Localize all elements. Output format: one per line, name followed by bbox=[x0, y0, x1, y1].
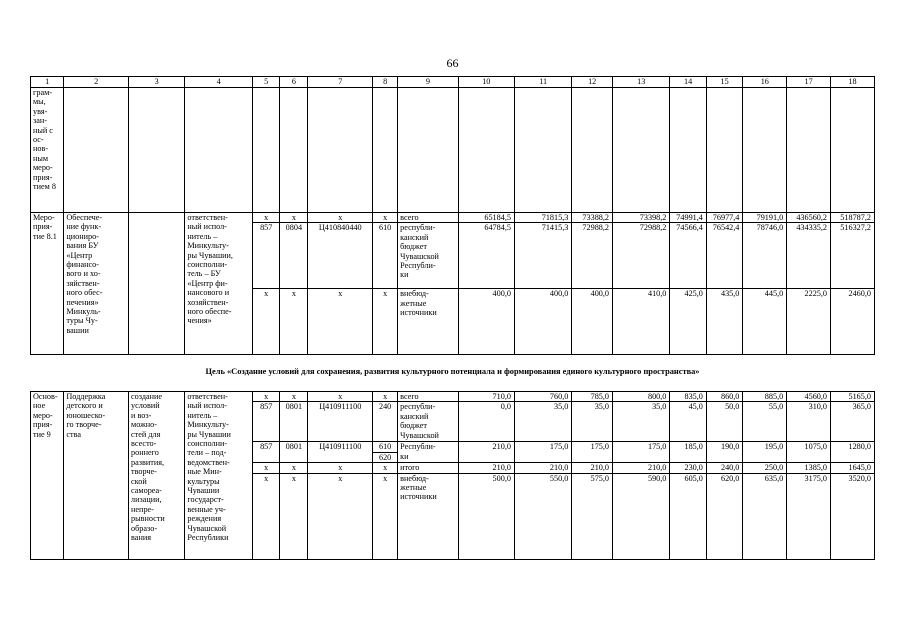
value-cell: 73388,2 bbox=[572, 213, 613, 223]
value-cell: 45,0 bbox=[670, 402, 707, 442]
value-cell: 518787,2 bbox=[831, 213, 875, 223]
code-cell: x bbox=[308, 392, 373, 402]
code-cell: x bbox=[253, 392, 280, 402]
value-cell: 76542,4 bbox=[706, 223, 743, 289]
value-cell: 71815,3 bbox=[514, 213, 571, 223]
measure-number-cell: Основ- ное меро- прия- тие 9 bbox=[31, 392, 64, 560]
value-cell: 35,0 bbox=[572, 402, 613, 442]
code-cell: Ц410911100 bbox=[308, 442, 373, 463]
value-cell: 175,0 bbox=[613, 442, 670, 463]
header-cell: 9 bbox=[398, 77, 459, 88]
source-cell: республи- канский бюджет Чувашской bbox=[398, 402, 459, 442]
value-cell: 365,0 bbox=[831, 402, 875, 442]
header-cell: 17 bbox=[787, 77, 831, 88]
header-cell: 1 bbox=[31, 77, 64, 88]
value-cell: 250,0 bbox=[743, 463, 787, 473]
header-cell: 5 bbox=[253, 77, 280, 88]
code-cell: 240 bbox=[373, 402, 398, 442]
goal-cell: создание условий и воз- можно- стей для всесто- роннего развития, творче- ской самореа- лизации, непре- рывности образо- вания bbox=[129, 392, 185, 560]
table-row bbox=[31, 213, 875, 223]
code-cell: Ц410911100 bbox=[308, 402, 373, 442]
value-cell: 64784,5 bbox=[458, 223, 514, 289]
value-cell: 0,0 bbox=[458, 402, 514, 442]
value-cell: 550,0 bbox=[514, 473, 571, 559]
header-cell: 6 bbox=[280, 77, 308, 88]
value-cell: 35,0 bbox=[514, 402, 571, 442]
source-cell: всего bbox=[398, 392, 459, 402]
code-cell: x bbox=[373, 289, 398, 355]
value-cell: 400,0 bbox=[572, 289, 613, 355]
value-cell: 785,0 bbox=[572, 392, 613, 402]
header-cell: 3 bbox=[129, 77, 185, 88]
header-cell: 12 bbox=[572, 77, 613, 88]
code-cell: Ц410840440 bbox=[308, 223, 373, 289]
value-cell: 210,0 bbox=[572, 463, 613, 473]
code-cell: x bbox=[280, 213, 308, 223]
value-cell: 436560,2 bbox=[787, 213, 831, 223]
value-cell: 3175,0 bbox=[787, 473, 831, 559]
value-cell: 710,0 bbox=[458, 392, 514, 402]
code-cell: x bbox=[373, 473, 398, 559]
value-cell: 1280,0 bbox=[831, 442, 875, 463]
goal-heading: Цель «Создание условий для сохранения, развития культурного потенциала и формирования единого культурного пространства» bbox=[205, 367, 700, 376]
source-cell: Республи- ки bbox=[398, 442, 459, 463]
goal-cell bbox=[129, 213, 185, 355]
value-cell: 78746,0 bbox=[743, 223, 787, 289]
budget-table-top bbox=[30, 76, 875, 355]
value-cell: 2225,0 bbox=[787, 289, 831, 355]
value-cell: 185,0 bbox=[670, 442, 707, 463]
value-cell: 50,0 bbox=[706, 402, 743, 442]
budget-table-bottom bbox=[30, 391, 875, 560]
measure-title-cell: Поддержка детского и юношеско- го творче- ства bbox=[64, 392, 129, 560]
value-cell: 635,0 bbox=[743, 473, 787, 559]
table-row bbox=[31, 392, 875, 402]
value-cell: 425,0 bbox=[670, 289, 707, 355]
value-cell: 400,0 bbox=[514, 289, 571, 355]
header-cell: 11 bbox=[514, 77, 571, 88]
source-cell: внебюд- жетные источники bbox=[398, 473, 459, 559]
code-cell: x bbox=[373, 213, 398, 223]
code-cell: x bbox=[373, 463, 398, 473]
header-cell: 10 bbox=[458, 77, 514, 88]
code-cell: x bbox=[253, 473, 280, 559]
header-cell: 13 bbox=[613, 77, 670, 88]
value-cell: 73398,2 bbox=[613, 213, 670, 223]
value-cell: 210,0 bbox=[458, 463, 514, 473]
value-cell: 410,0 bbox=[613, 289, 670, 355]
code-cell: x bbox=[308, 473, 373, 559]
value-cell: 74991,4 bbox=[670, 213, 707, 223]
header-cell: 18 bbox=[831, 77, 875, 88]
value-cell: 74566,4 bbox=[670, 223, 707, 289]
header-cell: 8 bbox=[373, 77, 398, 88]
source-cell: внебюд- жетные источники bbox=[398, 289, 459, 355]
program-cell: грам- мы, увя- зан- ный с ос- нов- ным меро- прия- тием 8 bbox=[31, 88, 64, 213]
code-cell: x bbox=[280, 463, 308, 473]
table-row bbox=[31, 88, 875, 213]
value-cell: 1385,0 bbox=[787, 463, 831, 473]
value-cell: 72988,2 bbox=[613, 223, 670, 289]
code-cell: x bbox=[253, 289, 280, 355]
value-cell: 860,0 bbox=[706, 392, 743, 402]
value-cell: 500,0 bbox=[458, 473, 514, 559]
value-cell: 434335,2 bbox=[787, 223, 831, 289]
code-cell: 610 bbox=[373, 223, 398, 289]
value-cell: 35,0 bbox=[613, 402, 670, 442]
header-cell: 15 bbox=[706, 77, 743, 88]
value-cell: 800,0 bbox=[613, 392, 670, 402]
header-cell: 7 bbox=[308, 77, 373, 88]
source-cell: итого bbox=[398, 463, 459, 473]
value-cell: 240,0 bbox=[706, 463, 743, 473]
code-cell: 857 bbox=[253, 402, 280, 442]
page-number: 66 bbox=[446, 56, 459, 70]
measure-title-cell: Обеспече- ние функ- циониро- вания БУ «Центр финансо- вого и хо- зяйствен- ного обес- печения» Минкуль- туры Чу- вашии bbox=[64, 213, 129, 355]
code-cell: x bbox=[373, 392, 398, 402]
source-cell: республи- канский бюджет Чувашской Республи- ки bbox=[398, 223, 459, 289]
value-cell: 55,0 bbox=[743, 402, 787, 442]
value-cell: 71415,3 bbox=[514, 223, 571, 289]
header-cell: 4 bbox=[185, 77, 253, 88]
value-cell: 445,0 bbox=[743, 289, 787, 355]
value-cell: 79191,0 bbox=[743, 213, 787, 223]
value-cell: 230,0 bbox=[670, 463, 707, 473]
measure-number-cell: Меро- прия- тие 8.1 bbox=[31, 213, 64, 355]
value-cell: 885,0 bbox=[743, 392, 787, 402]
value-cell: 76977,4 bbox=[706, 213, 743, 223]
value-cell: 210,0 bbox=[613, 463, 670, 473]
value-cell: 400,0 bbox=[458, 289, 514, 355]
code-cell: 857 bbox=[253, 223, 280, 289]
executor-cell: ответствен- ный испол- нитель – Минкульту- ры Чувашии соисполни- тели – под- ведомствен- ные Мин- культуры Чувашии государст- венные уч- реждения Чувашской Республики bbox=[185, 392, 253, 560]
header-cell: 14 bbox=[670, 77, 707, 88]
code-cell: x bbox=[280, 289, 308, 355]
value-cell: 590,0 bbox=[613, 473, 670, 559]
code-cell: x bbox=[308, 213, 373, 223]
code-cell: x bbox=[253, 213, 280, 223]
value-cell: 5165,0 bbox=[831, 392, 875, 402]
header-row bbox=[31, 77, 875, 88]
value-cell: 605,0 bbox=[670, 473, 707, 559]
header-cell: 16 bbox=[743, 77, 787, 88]
code-cell: x bbox=[253, 463, 280, 473]
value-cell: 435,0 bbox=[706, 289, 743, 355]
value-cell: 1075,0 bbox=[787, 442, 831, 463]
code-cell: 857 bbox=[253, 442, 280, 463]
code-cell: 0801 bbox=[280, 442, 308, 463]
value-cell: 72988,2 bbox=[572, 223, 613, 289]
value-cell: 195,0 bbox=[743, 442, 787, 463]
value-cell: 835,0 bbox=[670, 392, 707, 402]
value-cell: 190,0 bbox=[706, 442, 743, 463]
code-cell: 0801 bbox=[280, 402, 308, 442]
code-cell: x bbox=[280, 473, 308, 559]
code-cell: x bbox=[280, 392, 308, 402]
code-cell: 0804 bbox=[280, 223, 308, 289]
value-cell: 760,0 bbox=[514, 392, 571, 402]
value-cell: 3520,0 bbox=[831, 473, 875, 559]
value-cell: 210,0 bbox=[514, 463, 571, 473]
value-cell: 2460,0 bbox=[831, 289, 875, 355]
header-cell: 2 bbox=[64, 77, 129, 88]
value-cell: 310,0 bbox=[787, 402, 831, 442]
value-cell: 175,0 bbox=[572, 442, 613, 463]
executor-cell: ответствен- ный испол- нитель – Минкульту- ры Чувашии, соисполни- тель – БУ «Центр фи- нансового и хозяйствен- ного обеспе- чения» bbox=[185, 213, 253, 355]
value-cell: 1645,0 bbox=[831, 463, 875, 473]
value-cell: 210,0 bbox=[458, 442, 514, 463]
code-cell: x bbox=[308, 289, 373, 355]
value-cell: 175,0 bbox=[514, 442, 571, 463]
value-cell: 516327,2 bbox=[831, 223, 875, 289]
code-cell: 610 bbox=[373, 442, 398, 452]
value-cell: 4560,0 bbox=[787, 392, 831, 402]
value-cell: 65184,5 bbox=[458, 213, 514, 223]
code-cell: x bbox=[308, 463, 373, 473]
code-cell: 620 bbox=[373, 452, 398, 462]
value-cell: 620,0 bbox=[706, 473, 743, 559]
value-cell: 575,0 bbox=[572, 473, 613, 559]
source-cell: всего bbox=[398, 213, 459, 223]
